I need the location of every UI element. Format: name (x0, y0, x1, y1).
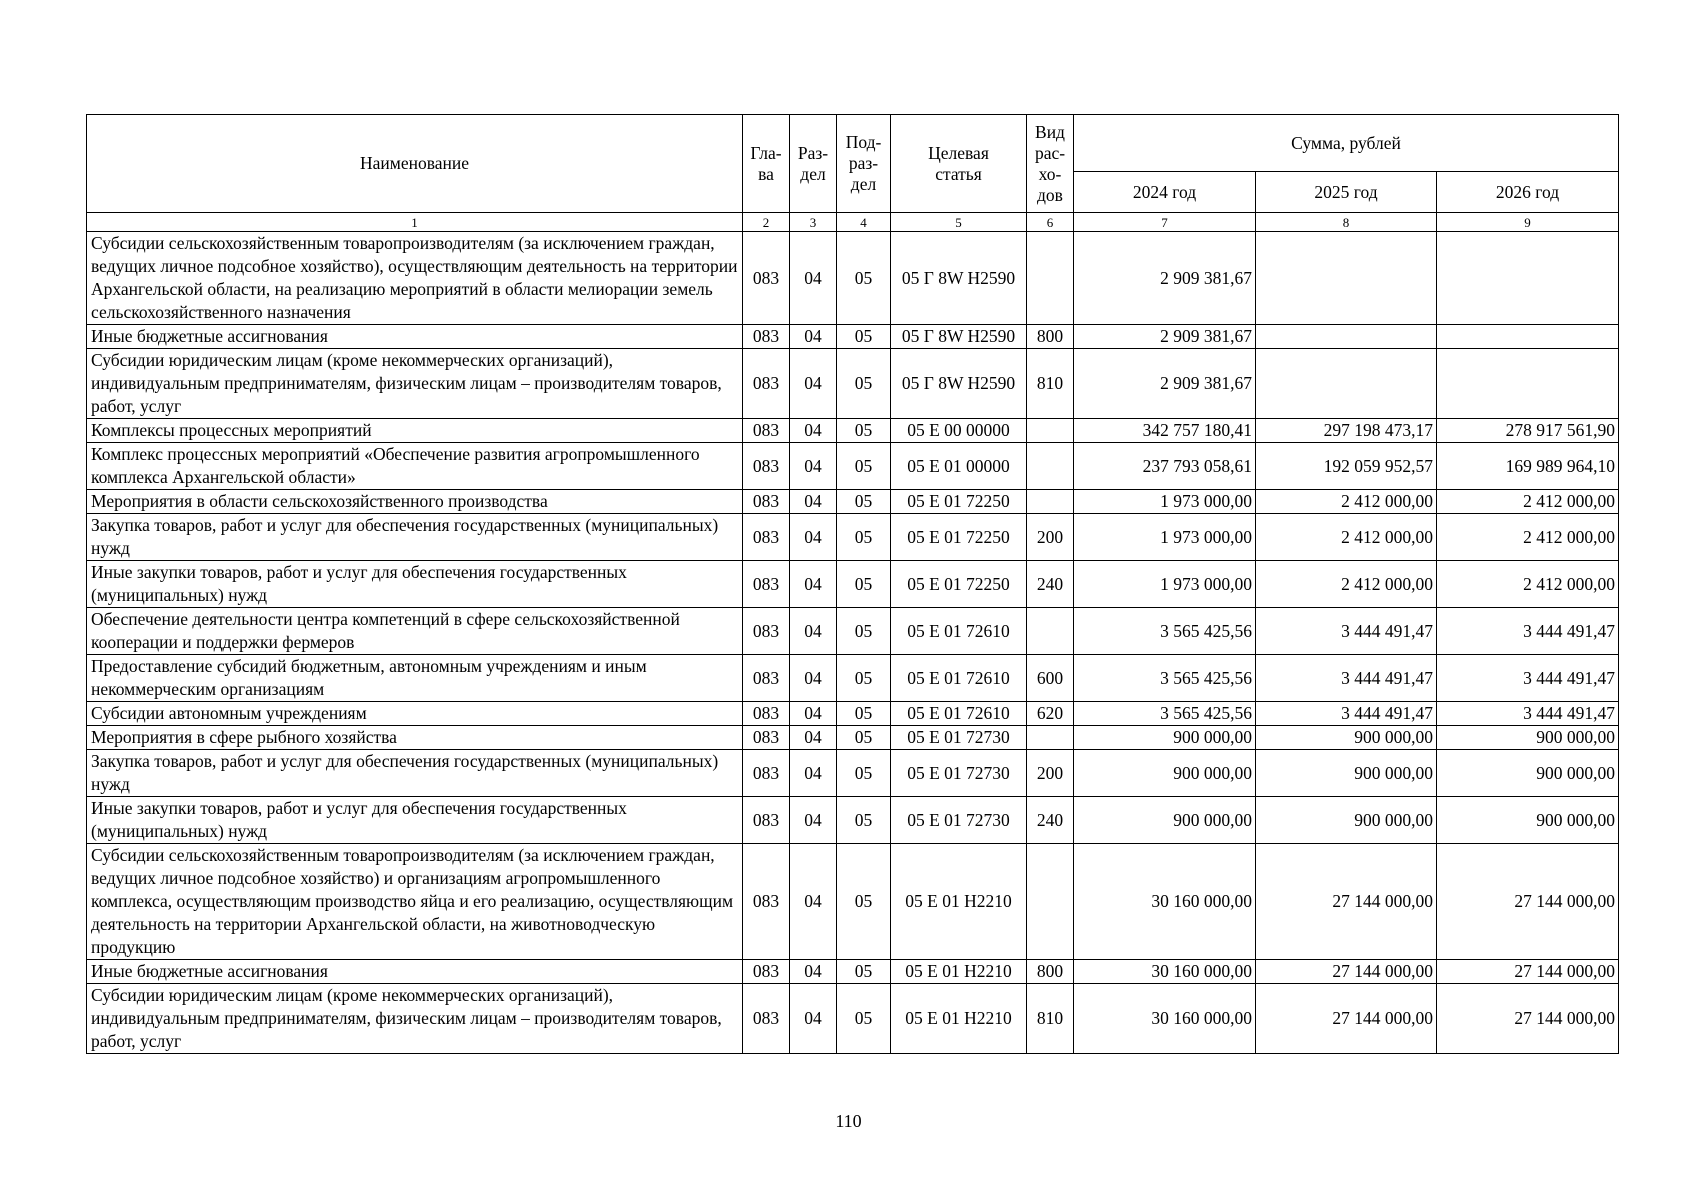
table-row (87, 419, 1619, 443)
row-glava: 083 (743, 561, 790, 608)
row-glava: 083 (743, 419, 790, 443)
row-name: Иные бюджетные ассигнования (87, 325, 743, 349)
row-celevaya-statya: 05 Е 01 H2210 (891, 960, 1027, 984)
row-sum-2025: 2 412 000,00 (1256, 561, 1437, 608)
row-razdel: 04 (790, 514, 837, 561)
table-row (87, 514, 1619, 561)
row-razdel: 04 (790, 960, 837, 984)
row-sum-2024: 2 909 381,67 (1074, 349, 1256, 419)
row-sum-2026: 169 989 964,10 (1437, 443, 1619, 490)
row-sum-2025 (1256, 232, 1437, 325)
row-razdel: 04 (790, 726, 837, 750)
row-razdel: 04 (790, 443, 837, 490)
row-sum-2024: 342 757 180,41 (1074, 419, 1256, 443)
row-sum-2024: 3 565 425,56 (1074, 608, 1256, 655)
row-sum-2026 (1437, 232, 1619, 325)
row-vid-rashodov (1027, 419, 1074, 443)
row-name: Субсидии юридическим лицам (кроме некоммерческих организаций), индивидуальным предпринимателям, физическим лицам – производителям товаров, работ, услуг (87, 349, 743, 419)
table-row (87, 349, 1619, 419)
column-number: 7 (1074, 213, 1256, 232)
column-number: 6 (1027, 213, 1074, 232)
row-sum-2025: 2 412 000,00 (1256, 490, 1437, 514)
table-row (87, 726, 1619, 750)
row-vid-rashodov: 810 (1027, 349, 1074, 419)
row-celevaya-statya: 05 Е 01 72730 (891, 726, 1027, 750)
row-glava: 083 (743, 797, 790, 844)
row-razdel: 04 (790, 655, 837, 702)
row-glava: 083 (743, 443, 790, 490)
row-glava: 083 (743, 608, 790, 655)
row-name: Закупка товаров, работ и услуг для обеспечения государственных (муниципальных) нужд (87, 750, 743, 797)
row-podrazdel: 05 (837, 797, 891, 844)
row-sum-2024: 30 160 000,00 (1074, 984, 1256, 1054)
row-razdel: 04 (790, 608, 837, 655)
row-podrazdel: 05 (837, 960, 891, 984)
row-vid-rashodov: 240 (1027, 797, 1074, 844)
row-sum-2026: 3 444 491,47 (1437, 608, 1619, 655)
table-row (87, 844, 1619, 960)
row-vid-rashodov: 200 (1027, 750, 1074, 797)
row-glava: 083 (743, 702, 790, 726)
row-sum-2025: 900 000,00 (1256, 797, 1437, 844)
row-podrazdel: 05 (837, 490, 891, 514)
row-name: Иные бюджетные ассигнования (87, 960, 743, 984)
row-sum-2024: 900 000,00 (1074, 726, 1256, 750)
row-razdel: 04 (790, 561, 837, 608)
table-row (87, 655, 1619, 702)
row-sum-2026: 3 444 491,47 (1437, 655, 1619, 702)
row-sum-2025: 900 000,00 (1256, 750, 1437, 797)
row-razdel: 04 (790, 325, 837, 349)
row-razdel: 04 (790, 844, 837, 960)
row-sum-2025: 3 444 491,47 (1256, 608, 1437, 655)
row-sum-2024: 237 793 058,61 (1074, 443, 1256, 490)
row-vid-rashodov: 800 (1027, 325, 1074, 349)
header-year-2026: 2026 год (1437, 172, 1619, 213)
row-podrazdel: 05 (837, 750, 891, 797)
table-row (87, 443, 1619, 490)
row-sum-2026: 278 917 561,90 (1437, 419, 1619, 443)
row-sum-2026: 2 412 000,00 (1437, 490, 1619, 514)
column-number: 8 (1256, 213, 1437, 232)
row-sum-2025: 192 059 952,57 (1256, 443, 1437, 490)
row-sum-2024: 30 160 000,00 (1074, 844, 1256, 960)
row-glava: 083 (743, 655, 790, 702)
row-sum-2026: 3 444 491,47 (1437, 702, 1619, 726)
row-sum-2026: 2 412 000,00 (1437, 514, 1619, 561)
row-celevaya-statya: 05 Е 01 72730 (891, 797, 1027, 844)
row-razdel: 04 (790, 702, 837, 726)
row-podrazdel: 05 (837, 726, 891, 750)
row-celevaya-statya: 05 Е 00 00000 (891, 419, 1027, 443)
column-number-row (87, 213, 1619, 232)
row-vid-rashodov (1027, 608, 1074, 655)
row-celevaya-statya: 05 Г 8W H2590 (891, 232, 1027, 325)
header-glava: Гла- ва (743, 115, 790, 213)
row-vid-rashodov (1027, 232, 1074, 325)
row-vid-rashodov (1027, 844, 1074, 960)
row-sum-2026: 900 000,00 (1437, 726, 1619, 750)
row-sum-2025: 27 144 000,00 (1256, 984, 1437, 1054)
column-number: 2 (743, 213, 790, 232)
row-sum-2026: 900 000,00 (1437, 750, 1619, 797)
row-sum-2024: 900 000,00 (1074, 797, 1256, 844)
column-number: 5 (891, 213, 1027, 232)
row-sum-2025 (1256, 349, 1437, 419)
row-sum-2026: 27 144 000,00 (1437, 844, 1619, 960)
table-row (87, 797, 1619, 844)
row-razdel: 04 (790, 349, 837, 419)
column-number: 9 (1437, 213, 1619, 232)
budget-table (86, 114, 1619, 1054)
row-sum-2024: 1 973 000,00 (1074, 561, 1256, 608)
column-number: 1 (87, 213, 743, 232)
row-sum-2024: 1 973 000,00 (1074, 490, 1256, 514)
table-row (87, 325, 1619, 349)
row-podrazdel: 05 (837, 984, 891, 1054)
row-razdel: 04 (790, 984, 837, 1054)
row-podrazdel: 05 (837, 655, 891, 702)
row-celevaya-statya: 05 Е 01 H2210 (891, 844, 1027, 960)
table-row (87, 984, 1619, 1054)
row-glava: 083 (743, 490, 790, 514)
header-summa: Сумма, рублей (1074, 115, 1619, 172)
row-sum-2025: 3 444 491,47 (1256, 702, 1437, 726)
row-razdel: 04 (790, 490, 837, 514)
table-row (87, 960, 1619, 984)
row-sum-2024: 3 565 425,56 (1074, 702, 1256, 726)
row-podrazdel: 05 (837, 844, 891, 960)
row-razdel: 04 (790, 419, 837, 443)
row-sum-2025: 27 144 000,00 (1256, 844, 1437, 960)
row-podrazdel: 05 (837, 349, 891, 419)
row-vid-rashodov (1027, 443, 1074, 490)
row-podrazdel: 05 (837, 514, 891, 561)
row-glava: 083 (743, 844, 790, 960)
row-vid-rashodov: 620 (1027, 702, 1074, 726)
row-celevaya-statya: 05 Е 01 00000 (891, 443, 1027, 490)
row-celevaya-statya: 05 Е 01 72250 (891, 514, 1027, 561)
header-podrazdel: Под- раз- дел (837, 115, 891, 213)
row-sum-2024: 2 909 381,67 (1074, 232, 1256, 325)
row-name: Комплекс процессных мероприятий «Обеспечение развития агропромышленного комплекса Архангельской области» (87, 443, 743, 490)
row-vid-rashodov: 200 (1027, 514, 1074, 561)
row-podrazdel: 05 (837, 702, 891, 726)
row-name: Предоставление субсидий бюджетным, автономным учреждениям и иным некоммерческим организациям (87, 655, 743, 702)
row-name: Иные закупки товаров, работ и услуг для обеспечения государственных (муниципальных) нужд (87, 797, 743, 844)
row-vid-rashodov: 600 (1027, 655, 1074, 702)
row-sum-2025: 2 412 000,00 (1256, 514, 1437, 561)
header-celevaya-statya: Целевая статья (891, 115, 1027, 213)
row-sum-2026: 27 144 000,00 (1437, 984, 1619, 1054)
row-celevaya-statya: 05 Е 01 72610 (891, 655, 1027, 702)
row-celevaya-statya: 05 Е 01 72250 (891, 490, 1027, 514)
row-vid-rashodov: 240 (1027, 561, 1074, 608)
header-year-2025: 2025 год (1256, 172, 1437, 213)
row-celevaya-statya: 05 Г 8W H2590 (891, 325, 1027, 349)
row-sum-2024: 3 565 425,56 (1074, 655, 1256, 702)
row-name: Субсидии сельскохозяйственным товаропроизводителям (за исключением граждан, ведущих личное подсобное хозяйство), осуществляющим деятельность на территории Архангельской области, на реализацию мероприятий в области мелиорации земель сельскохозяйственного назначения (87, 232, 743, 325)
header-vid-rashodov: Вид рас- хо- дов (1027, 115, 1074, 213)
page-number: 110 (835, 1111, 862, 1131)
table-row (87, 490, 1619, 514)
table-row (87, 702, 1619, 726)
row-sum-2025: 900 000,00 (1256, 726, 1437, 750)
row-name: Иные закупки товаров, работ и услуг для обеспечения государственных (муниципальных) нужд (87, 561, 743, 608)
row-name: Субсидии сельскохозяйственным товаропроизводителям (за исключением граждан, ведущих личное подсобное хозяйство) и организациям агропромышленного комплекса, осуществляющим производство яйца и его реализацию, осуществляющим деятельность на территории Архангельской области, на животноводческую продукцию (87, 844, 743, 960)
row-glava: 083 (743, 232, 790, 325)
row-sum-2025: 3 444 491,47 (1256, 655, 1437, 702)
row-podrazdel: 05 (837, 443, 891, 490)
row-sum-2026: 2 412 000,00 (1437, 561, 1619, 608)
row-sum-2026: 900 000,00 (1437, 797, 1619, 844)
row-name: Закупка товаров, работ и услуг для обеспечения государственных (муниципальных) нужд (87, 514, 743, 561)
row-razdel: 04 (790, 750, 837, 797)
row-sum-2024: 1 973 000,00 (1074, 514, 1256, 561)
row-sum-2026: 27 144 000,00 (1437, 960, 1619, 984)
row-sum-2024: 900 000,00 (1074, 750, 1256, 797)
table-header (87, 115, 1619, 232)
table-row (87, 750, 1619, 797)
row-glava: 083 (743, 349, 790, 419)
header-name: Наименование (87, 115, 743, 213)
table-row (87, 232, 1619, 325)
row-podrazdel: 05 (837, 232, 891, 325)
row-name: Обеспечение деятельности центра компетенций в сфере сельскохозяйственной кооперации и поддержки фермеров (87, 608, 743, 655)
row-podrazdel: 05 (837, 325, 891, 349)
row-celevaya-statya: 05 Е 01 72250 (891, 561, 1027, 608)
row-name: Мероприятия в сфере рыбного хозяйства (87, 726, 743, 750)
row-glava: 083 (743, 984, 790, 1054)
row-vid-rashodov: 800 (1027, 960, 1074, 984)
row-celevaya-statya: 05 Е 01 72610 (891, 608, 1027, 655)
row-glava: 083 (743, 960, 790, 984)
row-sum-2025 (1256, 325, 1437, 349)
row-vid-rashodov (1027, 490, 1074, 514)
row-sum-2026 (1437, 349, 1619, 419)
row-sum-2025: 297 198 473,17 (1256, 419, 1437, 443)
row-celevaya-statya: 05 Е 01 72610 (891, 702, 1027, 726)
row-name: Мероприятия в области сельскохозяйственного производства (87, 490, 743, 514)
row-sum-2024: 2 909 381,67 (1074, 325, 1256, 349)
table-body (87, 232, 1619, 1054)
row-name: Комплексы процессных мероприятий (87, 419, 743, 443)
table-row (87, 608, 1619, 655)
budget-table-page (86, 114, 1618, 1054)
row-vid-rashodov (1027, 726, 1074, 750)
row-razdel: 04 (790, 232, 837, 325)
row-sum-2026 (1437, 325, 1619, 349)
row-razdel: 04 (790, 797, 837, 844)
row-celevaya-statya: 05 Е 01 H2210 (891, 984, 1027, 1054)
row-glava: 083 (743, 514, 790, 561)
row-glava: 083 (743, 726, 790, 750)
header-year-2024: 2024 год (1074, 172, 1256, 213)
row-celevaya-statya: 05 Е 01 72730 (891, 750, 1027, 797)
row-name: Субсидии автономным учреждениям (87, 702, 743, 726)
row-name: Субсидии юридическим лицам (кроме некоммерческих организаций), индивидуальным предпринимателям, физическим лицам – производителям товаров, работ, услуг (87, 984, 743, 1054)
row-sum-2025: 27 144 000,00 (1256, 960, 1437, 984)
row-sum-2024: 30 160 000,00 (1074, 960, 1256, 984)
row-podrazdel: 05 (837, 608, 891, 655)
row-vid-rashodov: 810 (1027, 984, 1074, 1054)
row-podrazdel: 05 (837, 419, 891, 443)
column-number: 4 (837, 213, 891, 232)
row-glava: 083 (743, 750, 790, 797)
table-row (87, 561, 1619, 608)
row-celevaya-statya: 05 Г 8W H2590 (891, 349, 1027, 419)
row-podrazdel: 05 (837, 561, 891, 608)
header-razdel: Раз- дел (790, 115, 837, 213)
row-glava: 083 (743, 325, 790, 349)
column-number: 3 (790, 213, 837, 232)
